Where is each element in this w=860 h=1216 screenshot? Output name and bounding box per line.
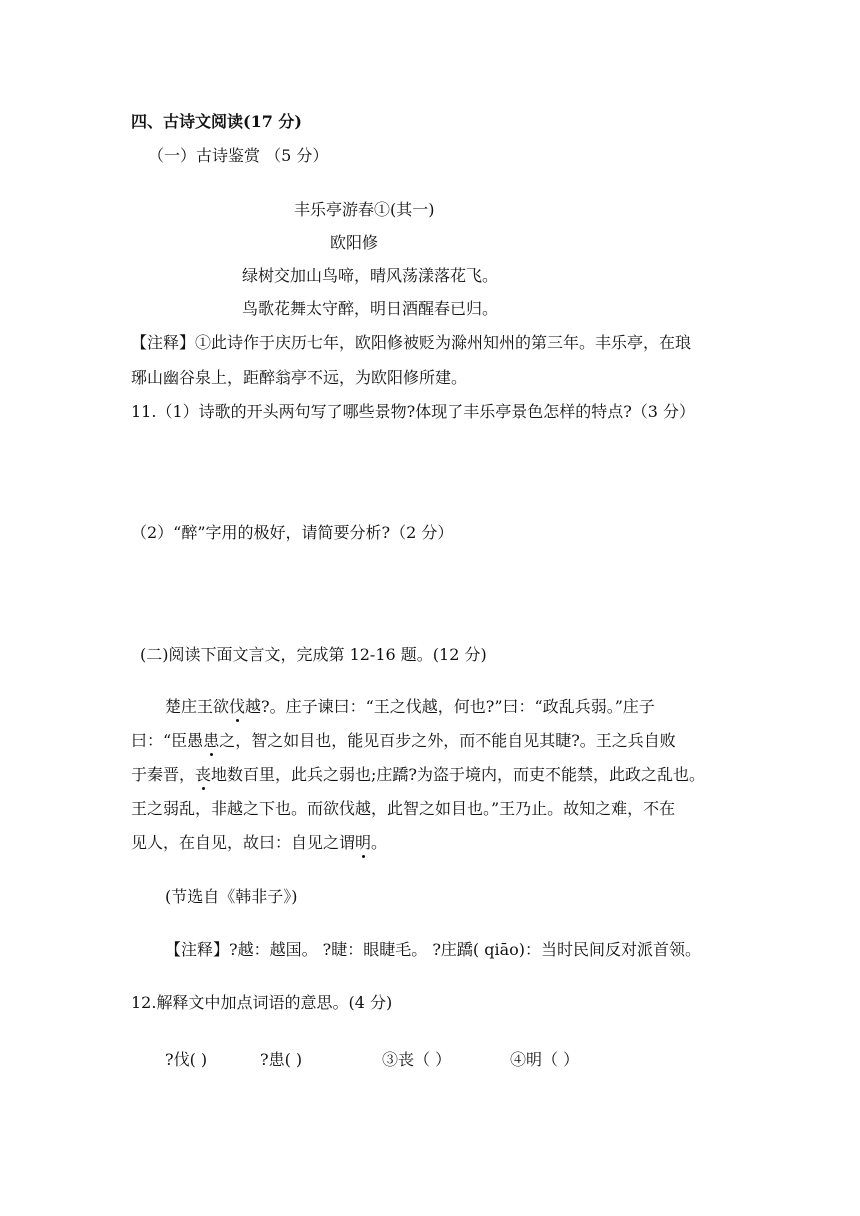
passage-source: (节选自《韩非子》) bbox=[165, 887, 298, 906]
passage-line-5 bbox=[131, 833, 387, 853]
passage-line-2 bbox=[131, 731, 676, 751]
question-11-part-2: （2）“醉”字用的极好，请简要分析?（2 分） bbox=[131, 523, 454, 542]
poem-title: 丰乐亭游春①(其一) bbox=[294, 200, 435, 219]
part1-heading: （一）古诗鉴赏 （5 分） bbox=[148, 146, 329, 165]
dotted-word-huan: 患 bbox=[203, 731, 220, 750]
passage-text: 曰：“臣愚 bbox=[131, 731, 204, 750]
note2: 【注释】?越：越国。 ?睫：眼睫毛。 ?庄蹻( qiāo)：当时民间反对派首领。 bbox=[165, 940, 702, 959]
dotted-word-sang: 丧 bbox=[195, 765, 212, 784]
question-11-part-1: 11.（1）诗歌的开头两句写了哪些景物?体现了丰乐亭景色怎样的特点?（3 分） bbox=[131, 402, 696, 421]
dotted-word-fa: 伐 bbox=[229, 697, 246, 716]
passage-text: 于秦晋， bbox=[131, 765, 196, 784]
blank-3-sang: ③丧（ ） bbox=[382, 1050, 452, 1069]
passage-text: 地数百里，此兵之弱也;庄蹻?为盗于境内，而吏不能禁，此政之乱也。 bbox=[211, 765, 706, 784]
dotted-word-ming: 明 bbox=[355, 833, 372, 852]
part2-heading: (二)阅读下面文言文，完成第 12-16 题。(12 分) bbox=[140, 645, 487, 664]
passage-text: 见人，在自见，故曰：自见之谓 bbox=[131, 833, 356, 852]
question-12: 12.解释文中加点词语的意思。(4 分) bbox=[131, 993, 393, 1012]
poem-author: 欧阳修 bbox=[330, 233, 379, 252]
blank-1-fa: ?伐( ) bbox=[165, 1050, 208, 1069]
passage-text: 越?。庄子谏曰：“王之伐越，何也?”曰：“政乱兵弱。”庄子 bbox=[245, 697, 655, 716]
poem-line-1: 绿树交加山鸟啼，晴风荡漾落花飞。 bbox=[242, 266, 499, 285]
passage-text: 。 bbox=[371, 833, 388, 852]
poem-line-2: 鸟歌花舞太守醉，明日酒醒春已归。 bbox=[242, 299, 499, 318]
passage-line-4: 王之弱乱，非越之下也。而欲伐越，此智之如目也。”王乃止。故知之难，不在 bbox=[131, 799, 676, 818]
note1-line-1: 【注释】①此诗作于庆历七年，欧阳修被贬为滁州知州的第三年。丰乐亭，在琅 bbox=[131, 333, 692, 352]
passage-text: 楚庄王欲 bbox=[165, 697, 230, 716]
blank-4-ming: ④明（ ） bbox=[510, 1050, 580, 1069]
note1-line-2: 琊山幽谷泉上，距醉翁亭不远，为欧阳修所建。 bbox=[131, 368, 468, 387]
blank-2-huan: ?患( ) bbox=[260, 1050, 303, 1069]
section-title: 四、古诗文阅读(17 分) bbox=[131, 112, 302, 131]
passage-text: 之，智之如目也，能见百步之外，而不能自见其睫?。王之兵自败 bbox=[219, 731, 676, 750]
passage-line-1 bbox=[165, 697, 655, 717]
passage-line-3 bbox=[131, 765, 705, 785]
